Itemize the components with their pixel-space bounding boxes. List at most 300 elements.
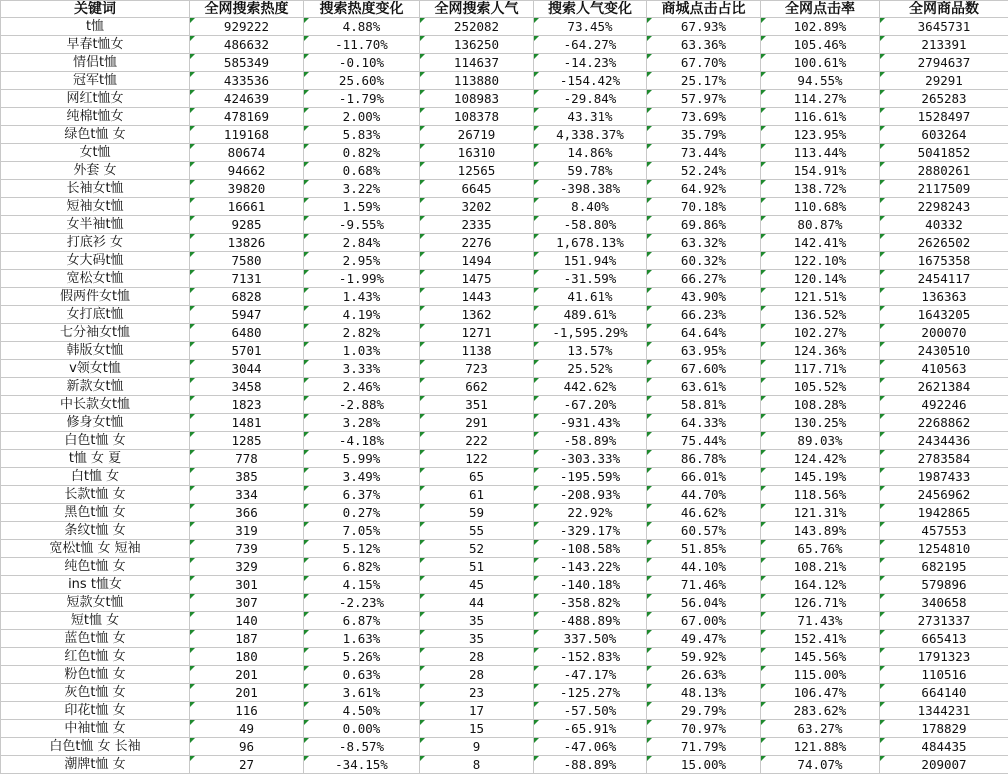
data-cell[interactable] — [761, 126, 880, 144]
data-cell[interactable] — [304, 180, 420, 198]
data-cell[interactable] — [880, 90, 1008, 108]
data-cell[interactable] — [880, 486, 1008, 504]
data-cell[interactable] — [880, 360, 1008, 378]
data-cell[interactable] — [190, 468, 304, 486]
data-cell[interactable] — [647, 216, 761, 234]
data-cell[interactable] — [880, 18, 1008, 36]
data-cell[interactable] — [647, 594, 761, 612]
data-cell[interactable] — [534, 180, 647, 198]
data-cell[interactable] — [647, 486, 761, 504]
data-cell[interactable] — [880, 144, 1008, 162]
data-cell[interactable] — [190, 522, 304, 540]
data-cell[interactable] — [190, 720, 304, 738]
data-cell[interactable] — [190, 54, 304, 72]
keyword-cell[interactable] — [1, 288, 190, 306]
data-cell[interactable] — [761, 540, 880, 558]
data-cell[interactable] — [647, 756, 761, 774]
data-cell[interactable] — [761, 270, 880, 288]
column-header[interactable]: 全网搜索热度 — [190, 1, 304, 18]
data-cell[interactable] — [534, 216, 647, 234]
data-cell[interactable] — [880, 216, 1008, 234]
data-cell[interactable] — [304, 18, 420, 36]
keyword-cell[interactable] — [1, 504, 190, 522]
data-cell[interactable] — [880, 522, 1008, 540]
column-header[interactable]: 全网商品数 — [880, 1, 1008, 18]
data-cell[interactable] — [304, 666, 420, 684]
data-cell[interactable] — [761, 72, 880, 90]
keyword-cell[interactable] — [1, 630, 190, 648]
data-cell[interactable] — [420, 630, 534, 648]
data-cell[interactable] — [534, 288, 647, 306]
data-cell[interactable] — [304, 234, 420, 252]
data-cell[interactable] — [761, 612, 880, 630]
data-cell[interactable] — [304, 126, 420, 144]
data-cell[interactable] — [761, 594, 880, 612]
data-cell[interactable] — [647, 126, 761, 144]
keyword-cell[interactable] — [1, 18, 190, 36]
data-cell[interactable] — [761, 216, 880, 234]
column-header[interactable]: 搜索热度变化 — [304, 1, 420, 18]
data-cell[interactable] — [190, 18, 304, 36]
data-cell[interactable] — [304, 90, 420, 108]
data-cell[interactable] — [304, 468, 420, 486]
data-cell[interactable] — [761, 378, 880, 396]
data-cell[interactable] — [647, 144, 761, 162]
column-header[interactable]: 全网搜索人气 — [420, 1, 534, 18]
data-cell[interactable] — [420, 90, 534, 108]
data-cell[interactable] — [420, 576, 534, 594]
data-cell[interactable] — [304, 432, 420, 450]
data-cell[interactable] — [880, 702, 1008, 720]
data-cell[interactable] — [534, 360, 647, 378]
data-cell[interactable] — [647, 90, 761, 108]
data-cell[interactable] — [647, 396, 761, 414]
data-cell[interactable] — [534, 252, 647, 270]
data-cell[interactable] — [534, 648, 647, 666]
data-cell[interactable] — [420, 270, 534, 288]
data-cell[interactable] — [190, 396, 304, 414]
data-cell[interactable] — [420, 756, 534, 774]
data-cell[interactable] — [190, 72, 304, 90]
data-cell[interactable] — [190, 162, 304, 180]
data-cell[interactable] — [304, 648, 420, 666]
data-cell[interactable] — [880, 288, 1008, 306]
data-cell[interactable] — [534, 36, 647, 54]
data-cell[interactable] — [880, 270, 1008, 288]
data-cell[interactable] — [880, 558, 1008, 576]
keyword-cell[interactable] — [1, 450, 190, 468]
data-cell[interactable] — [420, 504, 534, 522]
data-cell[interactable] — [647, 666, 761, 684]
data-cell[interactable] — [880, 648, 1008, 666]
data-cell[interactable] — [761, 144, 880, 162]
data-cell[interactable] — [420, 558, 534, 576]
data-cell[interactable] — [420, 396, 534, 414]
keyword-cell[interactable] — [1, 738, 190, 756]
keyword-cell[interactable] — [1, 468, 190, 486]
data-cell[interactable] — [304, 324, 420, 342]
data-cell[interactable] — [880, 108, 1008, 126]
keyword-cell[interactable] — [1, 324, 190, 342]
data-cell[interactable] — [761, 288, 880, 306]
data-cell[interactable] — [761, 468, 880, 486]
data-cell[interactable] — [420, 108, 534, 126]
data-cell[interactable] — [534, 72, 647, 90]
data-cell[interactable] — [304, 702, 420, 720]
data-cell[interactable] — [420, 288, 534, 306]
data-cell[interactable] — [420, 234, 534, 252]
keyword-cell[interactable] — [1, 126, 190, 144]
column-header[interactable]: 关键词 — [1, 1, 190, 18]
data-cell[interactable] — [647, 54, 761, 72]
data-cell[interactable] — [420, 360, 534, 378]
data-cell[interactable] — [420, 252, 534, 270]
data-cell[interactable] — [647, 18, 761, 36]
data-cell[interactable] — [880, 252, 1008, 270]
data-cell[interactable] — [190, 198, 304, 216]
data-cell[interactable] — [190, 126, 304, 144]
data-cell[interactable] — [880, 738, 1008, 756]
data-cell[interactable] — [880, 450, 1008, 468]
data-cell[interactable] — [304, 396, 420, 414]
keyword-cell[interactable] — [1, 558, 190, 576]
data-cell[interactable] — [304, 414, 420, 432]
data-cell[interactable] — [534, 198, 647, 216]
data-cell[interactable] — [647, 612, 761, 630]
data-cell[interactable] — [761, 90, 880, 108]
data-cell[interactable] — [761, 738, 880, 756]
data-cell[interactable] — [534, 468, 647, 486]
data-cell[interactable] — [304, 72, 420, 90]
data-cell[interactable] — [647, 162, 761, 180]
data-cell[interactable] — [534, 594, 647, 612]
data-cell[interactable] — [190, 234, 304, 252]
data-cell[interactable] — [420, 522, 534, 540]
data-cell[interactable] — [647, 684, 761, 702]
data-cell[interactable] — [534, 270, 647, 288]
data-cell[interactable] — [761, 360, 880, 378]
keyword-cell[interactable] — [1, 216, 190, 234]
keyword-cell[interactable] — [1, 432, 190, 450]
data-cell[interactable] — [304, 54, 420, 72]
data-cell[interactable] — [420, 324, 534, 342]
data-cell[interactable] — [761, 720, 880, 738]
data-cell[interactable] — [420, 126, 534, 144]
data-cell[interactable] — [420, 306, 534, 324]
data-cell[interactable] — [647, 450, 761, 468]
data-cell[interactable] — [880, 342, 1008, 360]
data-cell[interactable] — [190, 252, 304, 270]
data-cell[interactable] — [190, 324, 304, 342]
data-cell[interactable] — [534, 18, 647, 36]
data-cell[interactable] — [420, 702, 534, 720]
data-cell[interactable] — [304, 540, 420, 558]
data-cell[interactable] — [190, 684, 304, 702]
data-cell[interactable] — [304, 378, 420, 396]
data-cell[interactable] — [761, 702, 880, 720]
data-cell[interactable] — [761, 108, 880, 126]
data-cell[interactable] — [761, 576, 880, 594]
data-cell[interactable] — [190, 540, 304, 558]
data-cell[interactable] — [647, 198, 761, 216]
keyword-cell[interactable] — [1, 666, 190, 684]
data-cell[interactable] — [190, 414, 304, 432]
data-cell[interactable] — [304, 594, 420, 612]
data-cell[interactable] — [534, 522, 647, 540]
data-cell[interactable] — [647, 720, 761, 738]
keyword-cell[interactable] — [1, 36, 190, 54]
data-cell[interactable] — [190, 486, 304, 504]
data-cell[interactable] — [420, 648, 534, 666]
data-cell[interactable] — [647, 468, 761, 486]
data-cell[interactable] — [880, 378, 1008, 396]
data-cell[interactable] — [647, 342, 761, 360]
data-cell[interactable] — [304, 306, 420, 324]
data-cell[interactable] — [880, 720, 1008, 738]
keyword-cell[interactable] — [1, 360, 190, 378]
data-cell[interactable] — [190, 576, 304, 594]
data-cell[interactable] — [761, 666, 880, 684]
data-cell[interactable] — [304, 144, 420, 162]
data-cell[interactable] — [761, 630, 880, 648]
data-cell[interactable] — [761, 234, 880, 252]
data-cell[interactable] — [534, 684, 647, 702]
data-cell[interactable] — [420, 486, 534, 504]
data-cell[interactable] — [761, 252, 880, 270]
data-cell[interactable] — [761, 36, 880, 54]
data-cell[interactable] — [420, 414, 534, 432]
data-cell[interactable] — [647, 270, 761, 288]
keyword-cell[interactable] — [1, 648, 190, 666]
data-cell[interactable] — [190, 630, 304, 648]
data-cell[interactable] — [190, 342, 304, 360]
keyword-cell[interactable] — [1, 756, 190, 774]
keyword-cell[interactable] — [1, 576, 190, 594]
data-cell[interactable] — [761, 342, 880, 360]
data-cell[interactable] — [420, 612, 534, 630]
data-cell[interactable] — [534, 504, 647, 522]
keyword-cell[interactable] — [1, 72, 190, 90]
data-cell[interactable] — [304, 342, 420, 360]
data-cell[interactable] — [420, 432, 534, 450]
data-cell[interactable] — [190, 756, 304, 774]
column-header[interactable]: 全网点击率 — [761, 1, 880, 18]
data-cell[interactable] — [534, 558, 647, 576]
data-cell[interactable] — [304, 486, 420, 504]
keyword-cell[interactable] — [1, 108, 190, 126]
data-cell[interactable] — [534, 144, 647, 162]
data-cell[interactable] — [880, 126, 1008, 144]
data-cell[interactable] — [880, 324, 1008, 342]
data-cell[interactable] — [304, 198, 420, 216]
data-cell[interactable] — [761, 486, 880, 504]
data-cell[interactable] — [647, 522, 761, 540]
data-cell[interactable] — [880, 594, 1008, 612]
data-cell[interactable] — [647, 648, 761, 666]
data-cell[interactable] — [534, 126, 647, 144]
data-cell[interactable] — [534, 432, 647, 450]
data-cell[interactable] — [304, 270, 420, 288]
data-cell[interactable] — [647, 378, 761, 396]
data-cell[interactable] — [534, 396, 647, 414]
data-cell[interactable] — [190, 648, 304, 666]
data-cell[interactable] — [647, 72, 761, 90]
data-cell[interactable] — [190, 360, 304, 378]
keyword-cell[interactable] — [1, 486, 190, 504]
data-cell[interactable] — [761, 414, 880, 432]
data-cell[interactable] — [534, 306, 647, 324]
data-cell[interactable] — [304, 450, 420, 468]
data-cell[interactable] — [534, 234, 647, 252]
data-cell[interactable] — [534, 54, 647, 72]
data-cell[interactable] — [647, 36, 761, 54]
keyword-cell[interactable] — [1, 54, 190, 72]
data-cell[interactable] — [534, 414, 647, 432]
data-cell[interactable] — [304, 360, 420, 378]
data-cell[interactable] — [647, 324, 761, 342]
data-cell[interactable] — [420, 54, 534, 72]
data-cell[interactable] — [880, 756, 1008, 774]
data-cell[interactable] — [420, 540, 534, 558]
data-cell[interactable] — [420, 720, 534, 738]
data-cell[interactable] — [761, 162, 880, 180]
data-cell[interactable] — [304, 720, 420, 738]
data-cell[interactable] — [190, 504, 304, 522]
keyword-cell[interactable] — [1, 540, 190, 558]
data-cell[interactable] — [880, 198, 1008, 216]
data-cell[interactable] — [761, 684, 880, 702]
data-cell[interactable] — [880, 666, 1008, 684]
data-cell[interactable] — [304, 684, 420, 702]
keyword-cell[interactable] — [1, 594, 190, 612]
column-header[interactable]: 商城点击占比 — [647, 1, 761, 18]
data-cell[interactable] — [304, 216, 420, 234]
data-cell[interactable] — [880, 414, 1008, 432]
data-cell[interactable] — [534, 90, 647, 108]
keyword-cell[interactable] — [1, 162, 190, 180]
data-cell[interactable] — [420, 468, 534, 486]
data-cell[interactable] — [880, 468, 1008, 486]
data-cell[interactable] — [880, 72, 1008, 90]
data-cell[interactable] — [534, 576, 647, 594]
data-cell[interactable] — [761, 180, 880, 198]
data-cell[interactable] — [420, 378, 534, 396]
data-cell[interactable] — [190, 378, 304, 396]
data-cell[interactable] — [534, 378, 647, 396]
data-cell[interactable] — [534, 342, 647, 360]
data-cell[interactable] — [190, 702, 304, 720]
data-cell[interactable] — [420, 684, 534, 702]
data-cell[interactable] — [190, 270, 304, 288]
data-cell[interactable] — [190, 450, 304, 468]
data-cell[interactable] — [647, 432, 761, 450]
data-cell[interactable] — [420, 216, 534, 234]
data-cell[interactable] — [761, 306, 880, 324]
keyword-cell[interactable] — [1, 414, 190, 432]
keyword-cell[interactable] — [1, 90, 190, 108]
data-cell[interactable] — [534, 162, 647, 180]
keyword-cell[interactable] — [1, 396, 190, 414]
data-cell[interactable] — [534, 324, 647, 342]
data-cell[interactable] — [647, 630, 761, 648]
data-cell[interactable] — [304, 558, 420, 576]
data-cell[interactable] — [190, 144, 304, 162]
keyword-cell[interactable] — [1, 378, 190, 396]
data-cell[interactable] — [304, 630, 420, 648]
data-cell[interactable] — [880, 432, 1008, 450]
data-cell[interactable] — [304, 162, 420, 180]
data-cell[interactable] — [880, 612, 1008, 630]
data-cell[interactable] — [304, 522, 420, 540]
keyword-cell[interactable] — [1, 234, 190, 252]
data-cell[interactable] — [190, 306, 304, 324]
data-cell[interactable] — [880, 396, 1008, 414]
data-cell[interactable] — [304, 738, 420, 756]
data-cell[interactable] — [190, 216, 304, 234]
data-cell[interactable] — [880, 630, 1008, 648]
data-cell[interactable] — [880, 234, 1008, 252]
data-cell[interactable] — [647, 288, 761, 306]
data-cell[interactable] — [880, 54, 1008, 72]
data-cell[interactable] — [534, 450, 647, 468]
data-cell[interactable] — [420, 342, 534, 360]
data-cell[interactable] — [420, 594, 534, 612]
data-cell[interactable] — [420, 666, 534, 684]
data-cell[interactable] — [420, 36, 534, 54]
data-cell[interactable] — [880, 180, 1008, 198]
data-cell[interactable] — [420, 72, 534, 90]
data-cell[interactable] — [420, 18, 534, 36]
data-cell[interactable] — [647, 738, 761, 756]
data-cell[interactable] — [647, 504, 761, 522]
data-cell[interactable] — [420, 180, 534, 198]
data-cell[interactable] — [190, 90, 304, 108]
keyword-cell[interactable] — [1, 684, 190, 702]
data-cell[interactable] — [304, 36, 420, 54]
data-cell[interactable] — [190, 666, 304, 684]
data-cell[interactable] — [534, 612, 647, 630]
data-cell[interactable] — [880, 162, 1008, 180]
data-cell[interactable] — [304, 612, 420, 630]
data-cell[interactable] — [304, 576, 420, 594]
data-cell[interactable] — [647, 702, 761, 720]
keyword-cell[interactable] — [1, 180, 190, 198]
data-cell[interactable] — [761, 198, 880, 216]
data-cell[interactable] — [534, 108, 647, 126]
data-cell[interactable] — [304, 288, 420, 306]
data-cell[interactable] — [304, 504, 420, 522]
data-cell[interactable] — [761, 324, 880, 342]
keyword-cell[interactable] — [1, 270, 190, 288]
data-cell[interactable] — [647, 108, 761, 126]
data-cell[interactable] — [190, 36, 304, 54]
column-header[interactable]: 搜索人气变化 — [534, 1, 647, 18]
data-cell[interactable] — [190, 432, 304, 450]
data-cell[interactable] — [534, 738, 647, 756]
data-cell[interactable] — [190, 738, 304, 756]
data-cell[interactable] — [647, 414, 761, 432]
data-cell[interactable] — [647, 360, 761, 378]
data-cell[interactable] — [190, 288, 304, 306]
data-cell[interactable] — [534, 630, 647, 648]
data-cell[interactable] — [761, 558, 880, 576]
data-cell[interactable] — [880, 576, 1008, 594]
data-cell[interactable] — [534, 486, 647, 504]
data-cell[interactable] — [420, 162, 534, 180]
data-cell[interactable] — [761, 432, 880, 450]
data-cell[interactable] — [190, 180, 304, 198]
keyword-cell[interactable] — [1, 342, 190, 360]
